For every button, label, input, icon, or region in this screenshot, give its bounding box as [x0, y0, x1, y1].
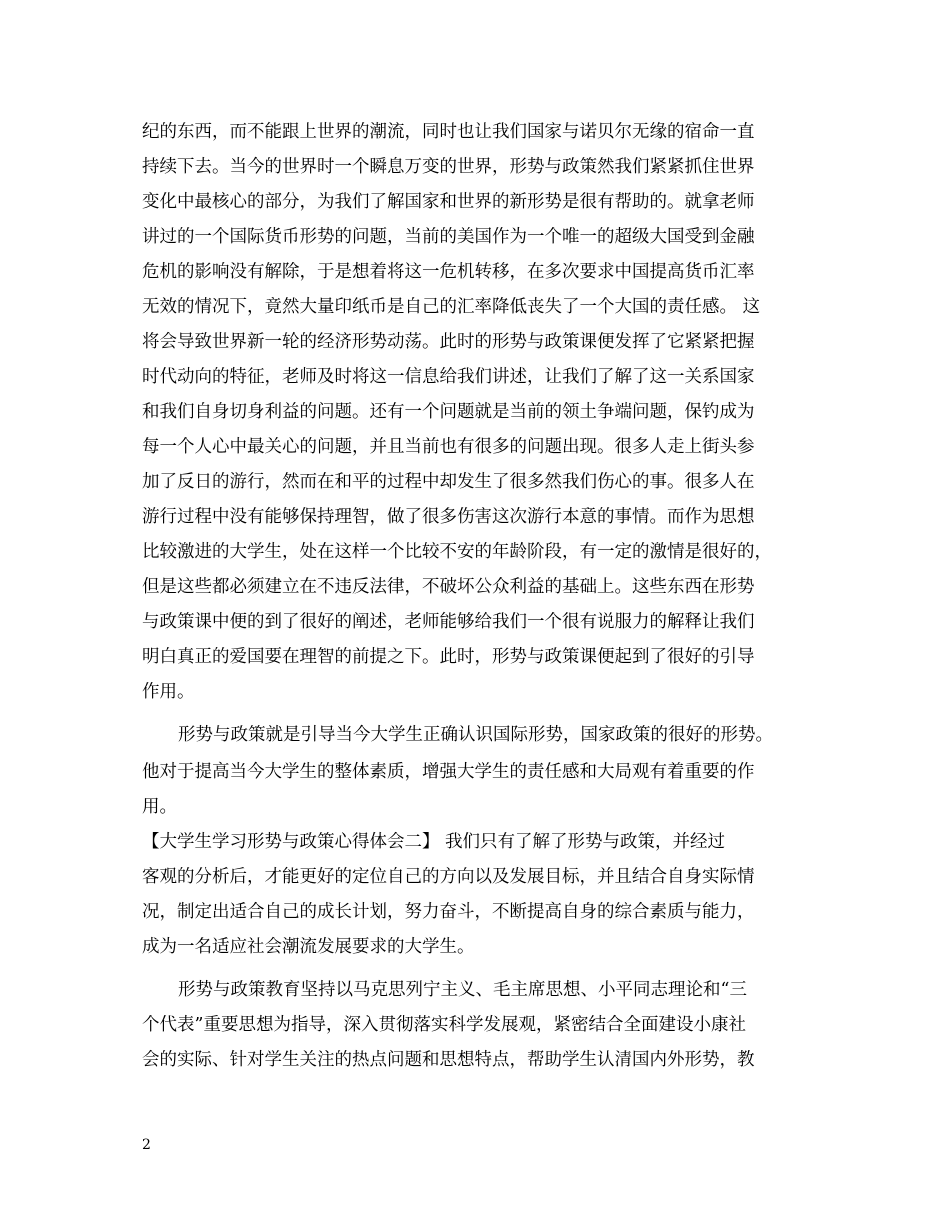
text-line: 用。	[142, 797, 177, 817]
text-line: 持续下去。当今的世界时一个瞬息万变的世界，形势与政策然我们紧紧抓住世界	[142, 157, 755, 177]
text-line: 将会导致世界新一轮的经济形势动荡。此时的形势与政策课便发挥了它紧紧把握	[142, 332, 755, 352]
text-line: 形势与政策教育坚持以马克思列宁主义、毛主席思想、小平同志理论和“三	[178, 980, 747, 1000]
text-line: 游行过程中没有能够保持理智，做了很多伤害这次游行本意的事情。而作为思想	[142, 507, 755, 527]
page-number: 2	[142, 1137, 151, 1153]
text-line: 时代动向的特征，老师及时将这一信息给我们讲述，让我们了解了这一关系国家	[142, 367, 755, 387]
text-line: 作用。	[142, 682, 195, 702]
text-line: 与政策课中便的到了很好的阐述，老师能够给我们一个很有说服力的解释让我们	[142, 612, 755, 632]
text-line: 会的实际、针对学生关注的热点问题和思想特点，帮助学生认清国内外形势，教	[142, 1050, 755, 1070]
text-line: 每一个人心中最关心的问题，并且当前也有很多的问题出现。很多人走上街头参	[142, 437, 755, 457]
text-line: 变化中最核心的部分，为我们了解国家和世界的新形势是很有帮助的。就拿老师	[142, 192, 755, 212]
text-line: 客观的分析后，才能更好的定位自己的方向以及发展目标，并且结合自身实际情	[142, 867, 755, 887]
text-line: 个代表”重要思想为指导，深入贯彻落实科学发展观，紧密结合全面建设小康社	[142, 1015, 746, 1035]
section-heading-line: 【大学生学习形势与政策心得体会二】 我们只有了解了形势与政策，并经过	[142, 832, 726, 852]
text-line: 危机的影响没有解除，于是想着将这一危机转移，在多次要求中国提高货币汇率	[142, 262, 755, 282]
text-line: 比较激进的大学生，处在这样一个比较不安的年龄阶段，有一定的激情是很好的，	[142, 542, 772, 562]
text-line: 明白真正的爱国要在理智的前提之下。此时，形势与政策课便起到了很好的引导	[142, 647, 755, 667]
text-line: 成为一名适应社会潮流发展要求的大学生。	[142, 937, 475, 957]
text-line: 讲过的一个国际货币形势的问题，当前的美国作为一个唯一的超级大国受到金融	[142, 227, 755, 247]
text-line: 纪的东西，而不能跟上世界的潮流，同时也让我们国家与诺贝尔无缘的宿命一直	[142, 122, 755, 142]
text-line: 形势与政策就是引导当今大学生正确认识国际形势，国家政策的很好的形势。	[178, 725, 773, 745]
text-line: 无效的情况下，竟然大量印纸币是自己的汇率降低丧失了一个大国的责任感。 这	[142, 297, 761, 317]
text-line: 加了反日的游行，然而在和平的过程中却发生了很多然我们伤心的事。很多人在	[142, 472, 755, 492]
text-line: 但是这些都必须建立在不违反法律，不破坏公众利益的基础上。这些东西在形势	[142, 577, 755, 597]
text-line: 况，制定出适合自己的成长计划，努力奋斗，不断提高自身的综合素质与能力，	[142, 902, 755, 922]
text-line: 他对于提高当今大学生的整体素质，增强大学生的责任感和大局观有着重要的作	[142, 762, 755, 782]
text-line: 和我们自身切身利益的问题。还有一个问题就是当前的领土争端问题，保钓成为	[142, 402, 755, 422]
